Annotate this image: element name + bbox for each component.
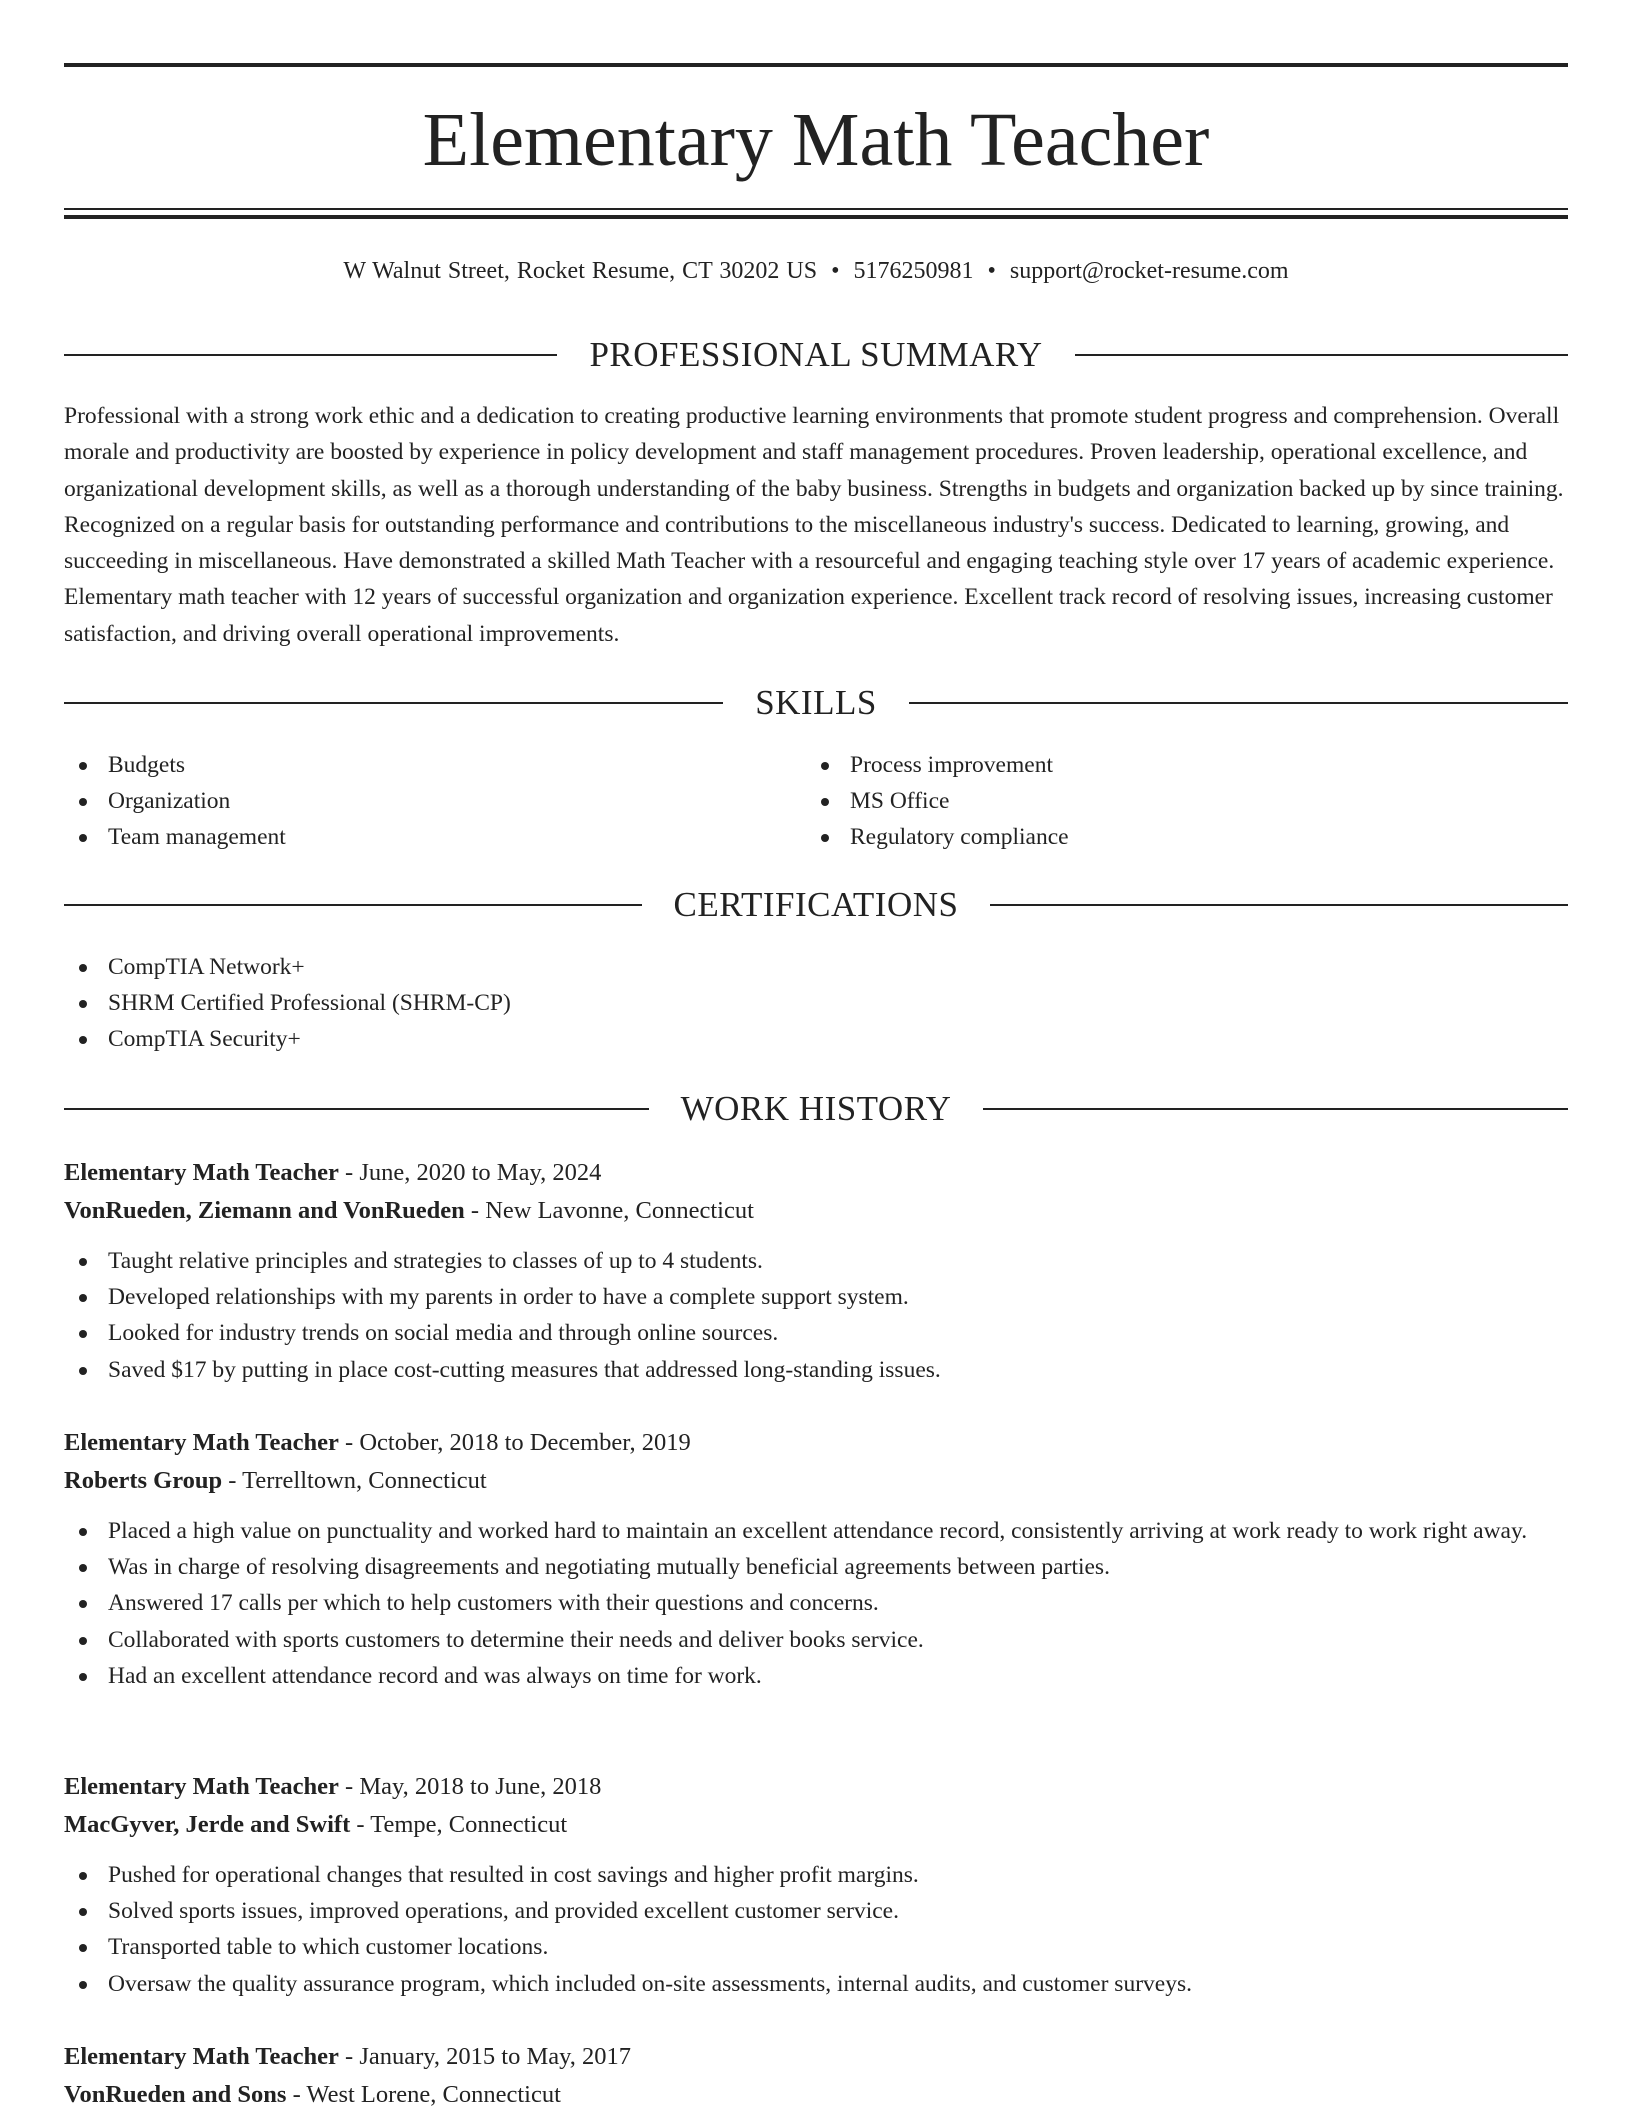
job-title-line: [64, 2038, 1568, 2076]
job-company: MacGyver, Jerde and Swift: [64, 1811, 351, 1838]
header-double-rule-thick: [64, 215, 1568, 219]
job-company-line: [64, 1806, 1568, 1844]
job-bullet: Developed relationships with my parents in order to have a complete support system.: [64, 1279, 1568, 1315]
job-bullet: Pushed for operational changes that resulted in cost savings and higher profit margins.: [64, 1857, 1568, 1893]
job-bullet: Transported table to which customer locations.: [64, 1929, 1568, 1965]
job-bullet: Answered 17 calls per which to help customers with their questions and concerns.: [64, 1585, 1568, 1621]
header-top-rule: [64, 63, 1568, 67]
contact-separator: •: [987, 258, 996, 284]
job-title-line: [64, 1768, 1568, 1806]
skill-item: Organization: [64, 783, 804, 819]
job-location: - New Lavonne, Connecticut: [464, 1197, 754, 1224]
job-location: - West Lorene, Connecticut: [286, 2081, 561, 2108]
resume-name: Elementary Math Teacher: [422, 98, 1210, 182]
job-bullets: [64, 1857, 1568, 2002]
skill-item: Team management: [64, 819, 804, 855]
job-bullet: Taught relative principles and strategies to classes of up to 4 students.: [64, 1243, 1568, 1279]
heading-rule-right: [990, 904, 1568, 906]
job-title-line: [64, 1154, 1568, 1192]
skill-item: Regulatory compliance: [806, 819, 1566, 855]
job-bullet: Placed a high value on punctuality and worked hard to maintain an excellent attendance record, consistently arriving at work ready to work right away.: [64, 1513, 1568, 1549]
skills-list-right: [806, 747, 1566, 856]
section-heading-skills: [64, 681, 1568, 725]
heading-rule-right: [909, 702, 1568, 704]
job-bullet: Oversaw the quality assurance program, which included on-site assessments, internal audits, and customer surveys.: [64, 1966, 1568, 2002]
job-company-line: [64, 1192, 1568, 1230]
job-bullet: Saved $17 by putting in place cost-cutting measures that addressed long-standing issues.: [64, 1352, 1568, 1388]
section-heading-summary: [64, 333, 1568, 377]
skill-item: Budgets: [64, 747, 804, 783]
job-location: - Tempe, Connecticut: [350, 1811, 568, 1838]
certification-item: CompTIA Network+: [64, 949, 1568, 985]
job-title: Elementary Math Teacher: [64, 2043, 339, 2070]
heading-rule-left: [64, 904, 642, 906]
section-heading-certifications: [64, 883, 1568, 927]
skill-item: MS Office: [806, 783, 1566, 819]
section-title: CERTIFICATIONS: [673, 885, 959, 924]
job-entry: [64, 1424, 1568, 1694]
job-bullet: Had an excellent attendance record and was always on time for work.: [64, 1658, 1568, 1694]
certification-item: SHRM Certified Professional (SHRM-CP): [64, 985, 1568, 1021]
summary-text: Professional with a strong work ethic and a dedication to creating productive learning environments that promote student progress and comprehension. Overall morale and productivity are boosted by experience in policy development and staff management procedures. Proven leadership, operational excellence, and organizational development skills, as well as a thorough understanding of the baby business. Strengths in budgets and organization backed up by since training. Recognized on a regular basis for outstanding performance and contributions to the miscellaneous industry's success. Dedicated to learning, growing, and succeeding in miscellaneous. Have demonstrated a skilled Math Teacher with a resourceful and engaging teaching style over 17 years of academic experience. Elementary math teacher with 12 years of successful organization and organization experience. Excellent track record of resolving issues, increasing customer satisfaction, and driving overall operational improvements.: [64, 403, 1564, 647]
contact-email: support@rocket-resume.com: [1009, 258, 1289, 284]
job-company: VonRueden, Ziemann and VonRueden: [64, 1197, 465, 1224]
section-title: PROFESSIONAL SUMMARY: [589, 335, 1043, 374]
job-bullet: Looked for industry trends on social media and through online sources.: [64, 1315, 1568, 1351]
skill-item: Process improvement: [806, 747, 1566, 783]
certifications-list: [64, 949, 1568, 1058]
job-title: Elementary Math Teacher: [64, 1159, 339, 1186]
job-dates: - October, 2018 to December, 2019: [338, 1429, 691, 1456]
skills-list-left: [64, 747, 804, 856]
job-company-line: [64, 1462, 1568, 1500]
heading-rule-left: [64, 1108, 649, 1110]
job-company-line: [64, 2076, 1568, 2114]
job-entry: [64, 1768, 1568, 2002]
job-entry: [64, 1154, 1568, 1388]
job-company: Roberts Group: [64, 1467, 223, 1494]
contact-line: [64, 254, 1568, 288]
job-entry: [64, 2038, 1568, 2114]
job-bullet: Collaborated with sports customers to determine their needs and deliver books service.: [64, 1622, 1568, 1658]
certification-item: CompTIA Security+: [64, 1021, 1568, 1057]
heading-rule-right: [983, 1108, 1568, 1110]
heading-rule-left: [64, 354, 557, 356]
job-dates: - May, 2018 to June, 2018: [338, 1773, 602, 1800]
section-title: SKILLS: [755, 683, 877, 722]
job-title: Elementary Math Teacher: [64, 1773, 339, 1800]
job-title: Elementary Math Teacher: [64, 1429, 339, 1456]
job-bullets: [64, 1243, 1568, 1388]
contact-separator: •: [831, 258, 840, 284]
job-company: VonRueden and Sons: [64, 2081, 287, 2108]
job-dates: - June, 2020 to May, 2024: [338, 1159, 602, 1186]
job-title-line: [64, 1424, 1568, 1462]
job-location: - Terrelltown, Connecticut: [222, 1467, 487, 1494]
heading-rule-left: [64, 702, 723, 704]
job-bullet: Was in charge of resolving disagreements and negotiating mutually beneficial agreements between parties.: [64, 1549, 1568, 1585]
section-title: WORK HISTORY: [680, 1089, 952, 1128]
heading-rule-right: [1075, 354, 1568, 356]
header-double-rule-thin: [64, 208, 1568, 210]
job-bullet: Solved sports issues, improved operations, and provided excellent customer service.: [64, 1893, 1568, 1929]
job-dates: - January, 2015 to May, 2017: [338, 2043, 632, 2070]
contact-phone: 5176250981: [853, 258, 974, 284]
section-heading-work-history: [64, 1087, 1568, 1131]
job-bullets: [64, 1513, 1568, 1694]
contact-address: W Walnut Street, Rocket Resume, CT 30202 US: [343, 258, 818, 284]
